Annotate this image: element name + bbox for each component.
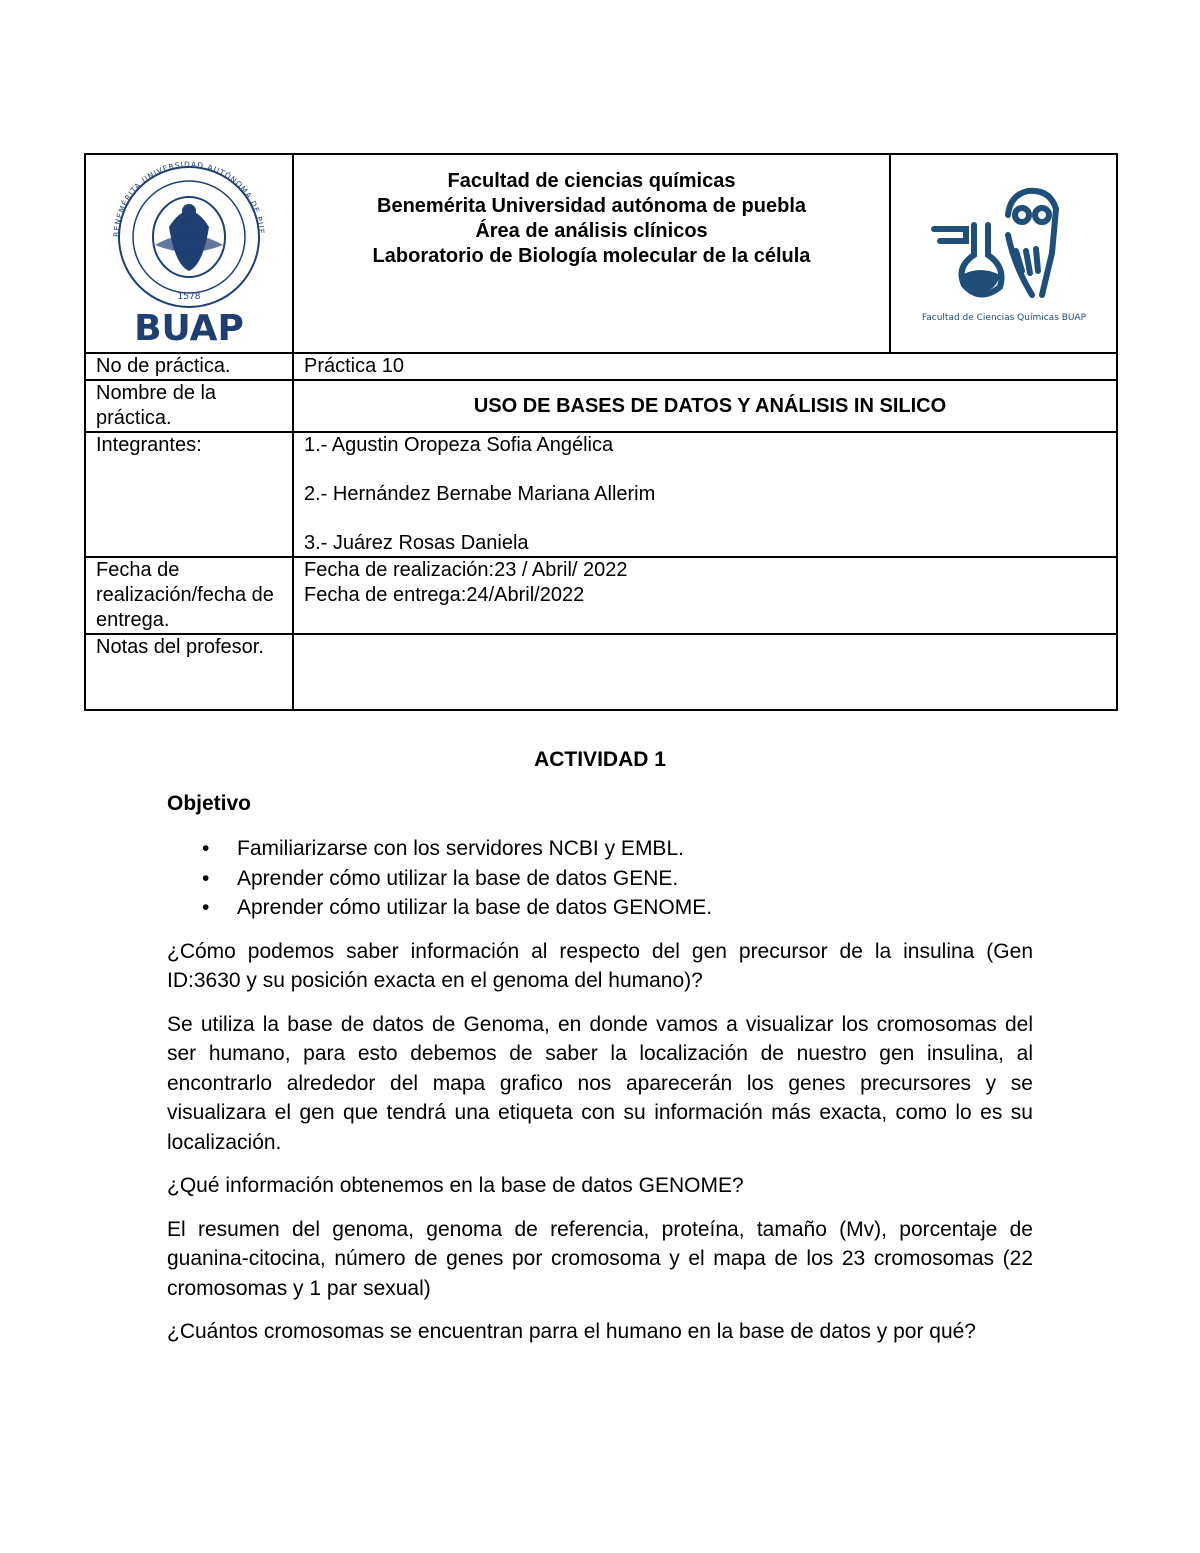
notes-label: Notas del profesor. [85, 634, 293, 710]
lab-title: Laboratorio de Biología molecular de la célula [372, 245, 811, 267]
faculty-title: Facultad de ciencias químicas [447, 170, 736, 192]
fcq-logo-caption: Facultad de Ciencias Químicas BUAP [921, 313, 1086, 323]
members-label: Integrantes: [85, 432, 293, 557]
buap-logo-cell [85, 154, 293, 353]
member-item: 1.- Agustin Oropeza Sofia Angélica [304, 434, 614, 456]
list-item: • Aprender cómo utilizar la base de datos GENE. [237, 864, 1033, 894]
area-title: Área de análisis clínicos [475, 220, 708, 242]
date-delivery: Fecha de entrega:24/Abril/2022 [304, 584, 585, 606]
title-cell [293, 154, 890, 353]
objective-title: Objetivo [167, 791, 252, 815]
objectives-list [167, 834, 1033, 923]
members-list [293, 432, 1117, 557]
notes-value [293, 634, 1117, 710]
activity-title: ACTIVIDAD 1 [534, 748, 666, 771]
question-1: ¿Cómo podemos saber información al respecto del gen precursor de la insulina (Gen ID:3630 y su posición exacta en el genoma del humano)? [167, 939, 1033, 992]
practice-no-value: Práctica 10 [293, 353, 1117, 380]
practice-name-label: Nombre de la práctica. [85, 380, 293, 432]
dates-label: Fecha de realización/fecha de entrega. [85, 557, 293, 634]
list-item: • Familiarizarse con los servidores NCBI y EMBL. [237, 834, 1033, 864]
date-done: Fecha de realización:23 / Abril/ 2022 [304, 559, 628, 581]
buap-logo [99, 155, 279, 345]
buap-wordmark: BUAP [134, 308, 244, 345]
list-item: • Aprender cómo utilizar la base de datos GENOME. [237, 893, 1033, 923]
seal-text: BENEMÉRITA UNIVERSIDAD AUTÓNOMA DE PUE [111, 159, 267, 238]
question-3: ¿Cuántos cromosomas se encuentran parra el humano en la base de datos y por qué? [167, 1320, 976, 1343]
document-body [167, 745, 1033, 1361]
dates-cell [293, 557, 1117, 634]
seal-year: 1578 [177, 292, 201, 302]
university-title: Benemérita Universidad autónoma de puebla [377, 195, 806, 217]
answer-1: Se utiliza la base de datos de Genoma, en donde vamos a visualizar los cromosomas del ser humano, para esto debemos de saber la localización de nuestro gen insulina, al encontrarlo alrededor del mapa grafico nos aparecerán los genes precursores y se visualizara el gen que tendrá una etiqueta con su información más exacta, como lo es su localización. [167, 1012, 1033, 1154]
member-item: 2.- Hernández Bernabe Mariana Allerim [304, 483, 656, 505]
fcq-logo [904, 175, 1104, 325]
answer-2: El resumen del genoma, genoma de referencia, proteína, tamaño (Mv), porcentaje de guanina-citocina, número de genes por cromosoma y el mapa de los 23 cromosomas (22 cromosomas y 1 par sexual) [167, 1217, 1033, 1300]
practice-no-label: No de práctica. [85, 353, 293, 380]
question-2: ¿Qué información obtenemos en la base de datos GENOME? [167, 1174, 744, 1197]
fcq-logo-cell [890, 154, 1117, 353]
header-table [84, 153, 1118, 711]
practice-name-value: USO DE BASES DE DATOS Y ANÁLISIS IN SILICO [293, 380, 1117, 432]
member-item: 3.- Juárez Rosas Daniela [304, 532, 529, 554]
